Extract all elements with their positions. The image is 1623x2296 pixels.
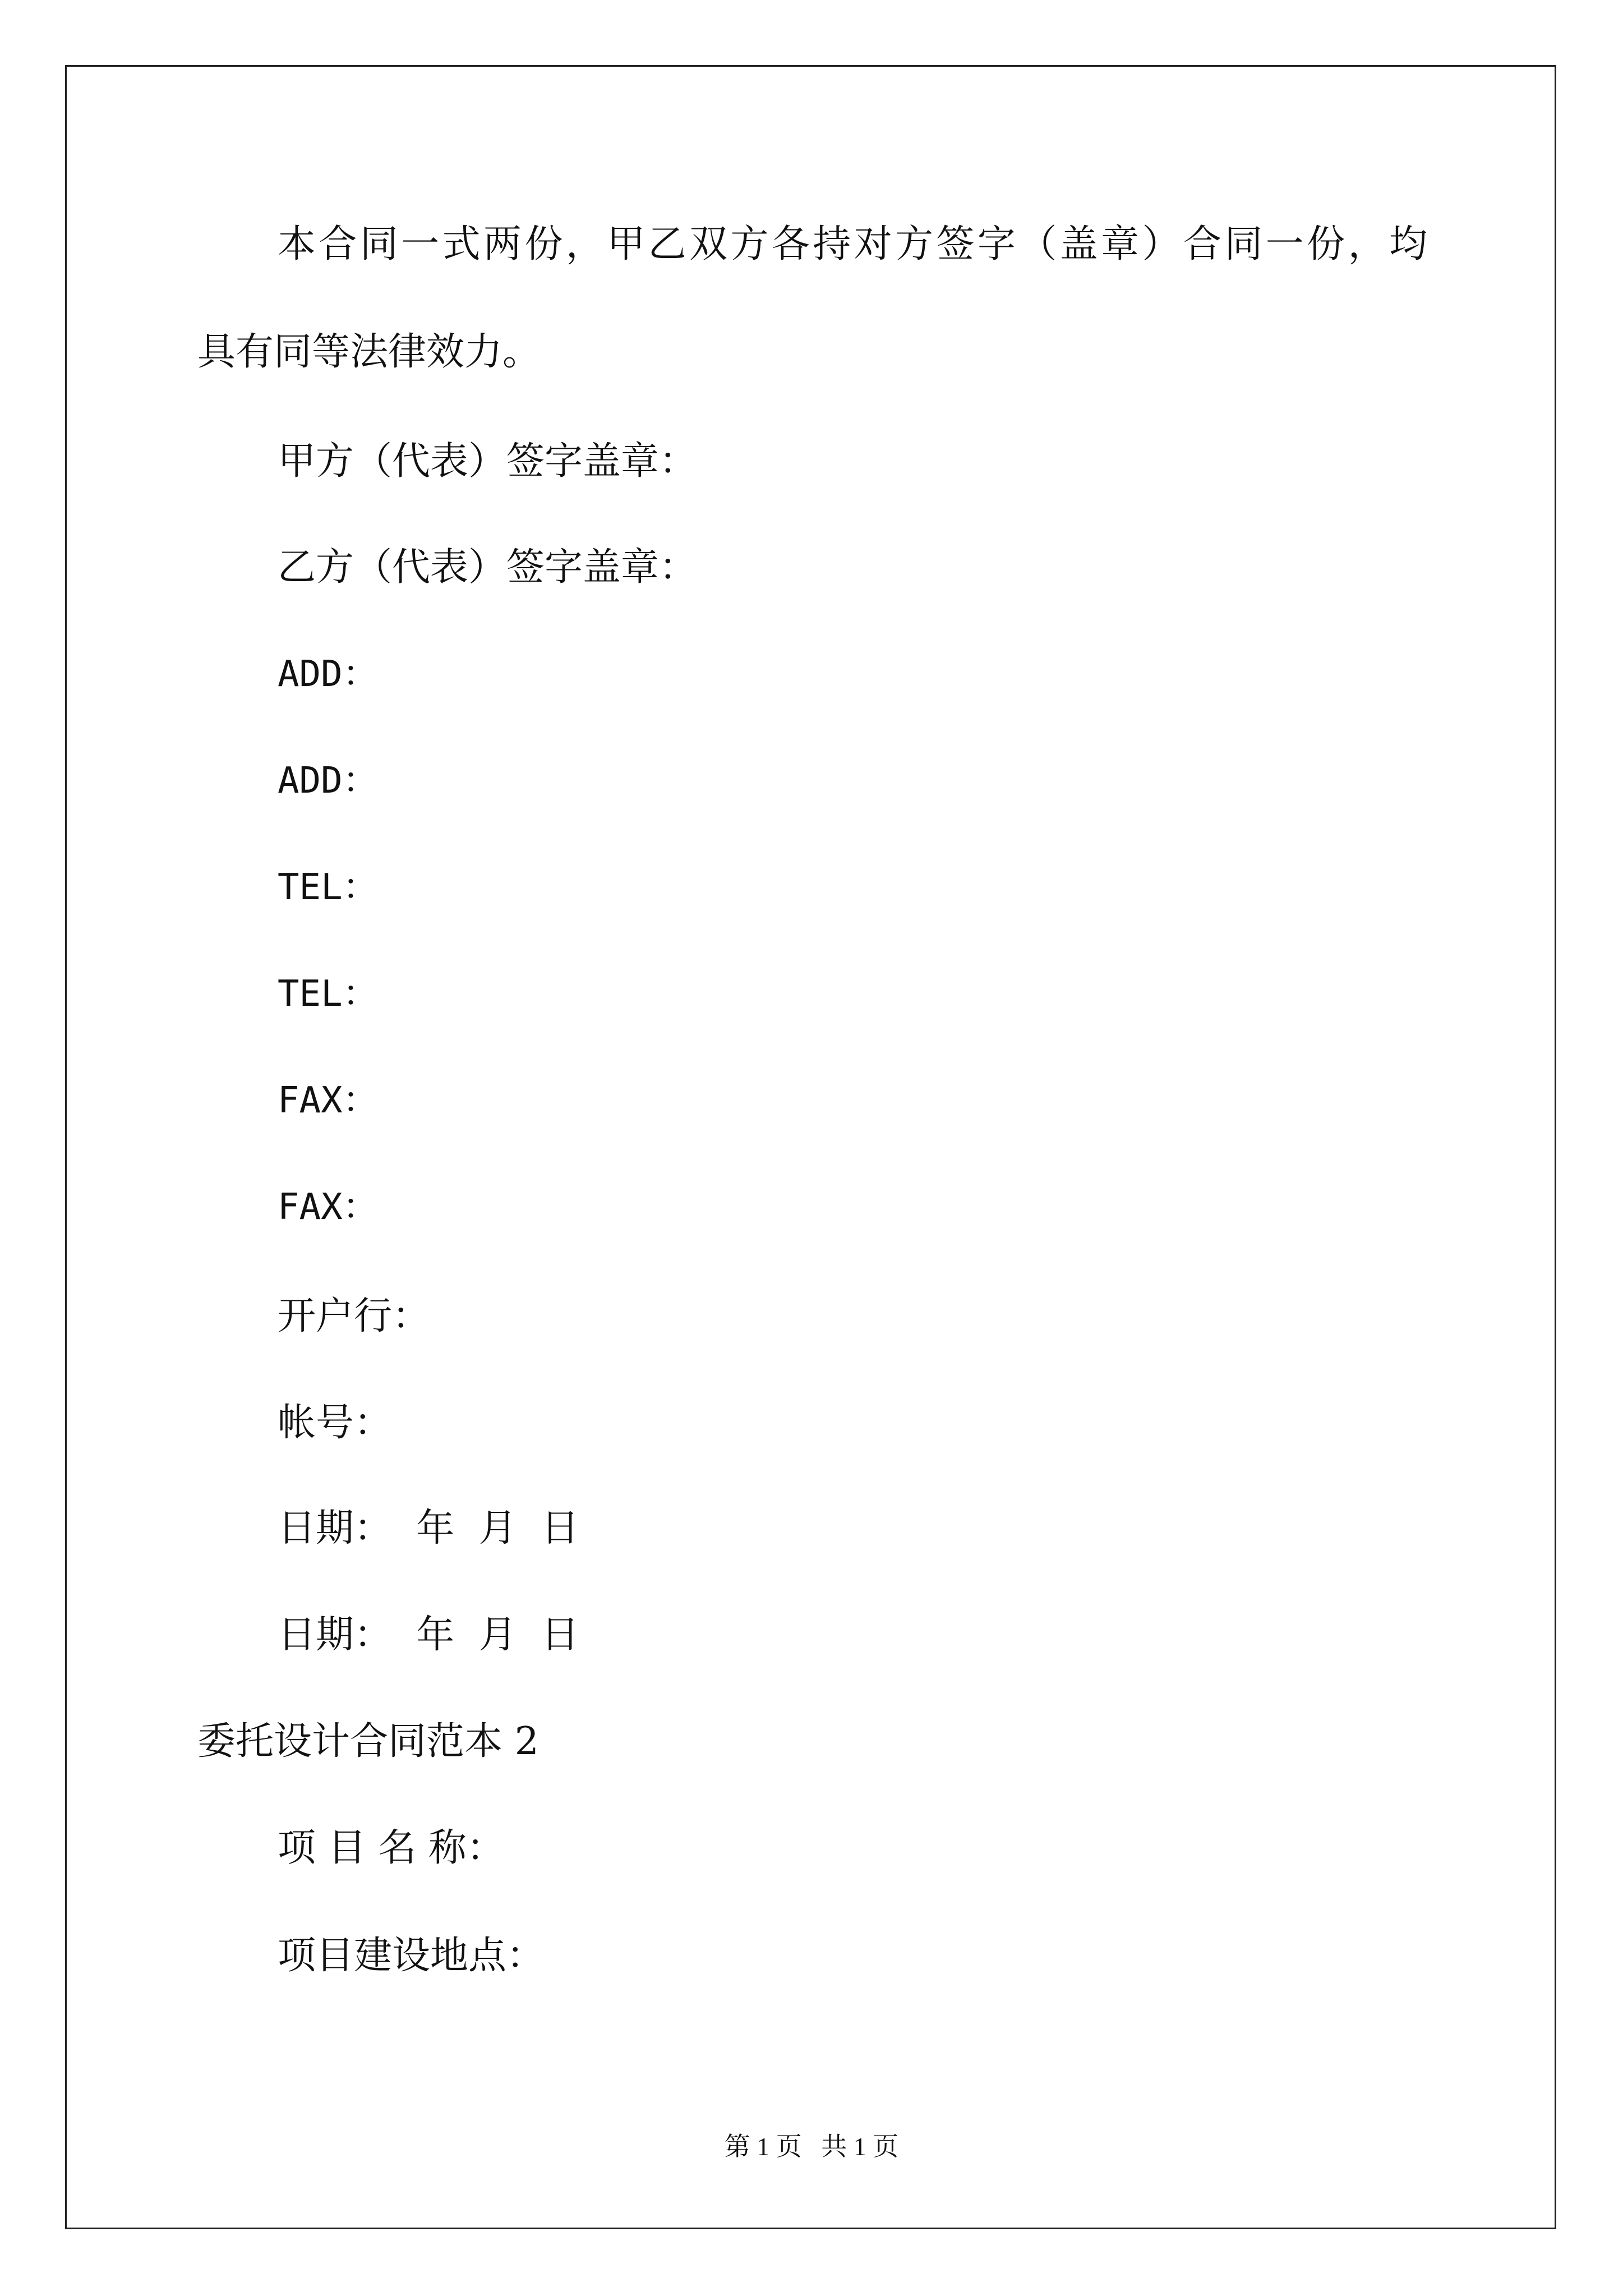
party-a-tel-label: TEL：	[278, 867, 379, 908]
party-a-signature-label: 甲方（代表）签字盖章：	[278, 439, 698, 484]
party-a-date-label: 日期： 年 月 日	[278, 1506, 579, 1550]
project-name-label: 项 目 名 称：	[278, 1826, 505, 1870]
party-b-address-label: ADD：	[278, 760, 379, 802]
account-label: 帐号：	[278, 1401, 393, 1445]
bank-label: 开户行：	[278, 1294, 431, 1338]
party-b-tel-label: TEL：	[278, 973, 379, 1015]
party-b-signature-label: 乙方（代表）签字盖章：	[278, 545, 698, 590]
party-a-fax-label: FAX：	[278, 1080, 379, 1121]
paragraph-text: 本合同一式两份，甲乙双方各持对方签字（盖章）合同一份，均	[278, 222, 1427, 266]
project-location-label: 项目建设地点：	[278, 1934, 545, 1978]
party-a-address-label: ADD：	[278, 654, 379, 695]
paragraph-text: 具有同等法律效力。	[197, 330, 541, 374]
section-title: 委托设计合同范本 2	[197, 1719, 539, 1764]
page-border	[65, 65, 1556, 2229]
party-b-fax-label: FAX：	[278, 1186, 379, 1228]
page-footer: 第 1 页 共 1 页	[724, 2132, 899, 2161]
party-b-date-label: 日期： 年 月 日	[278, 1613, 579, 1657]
